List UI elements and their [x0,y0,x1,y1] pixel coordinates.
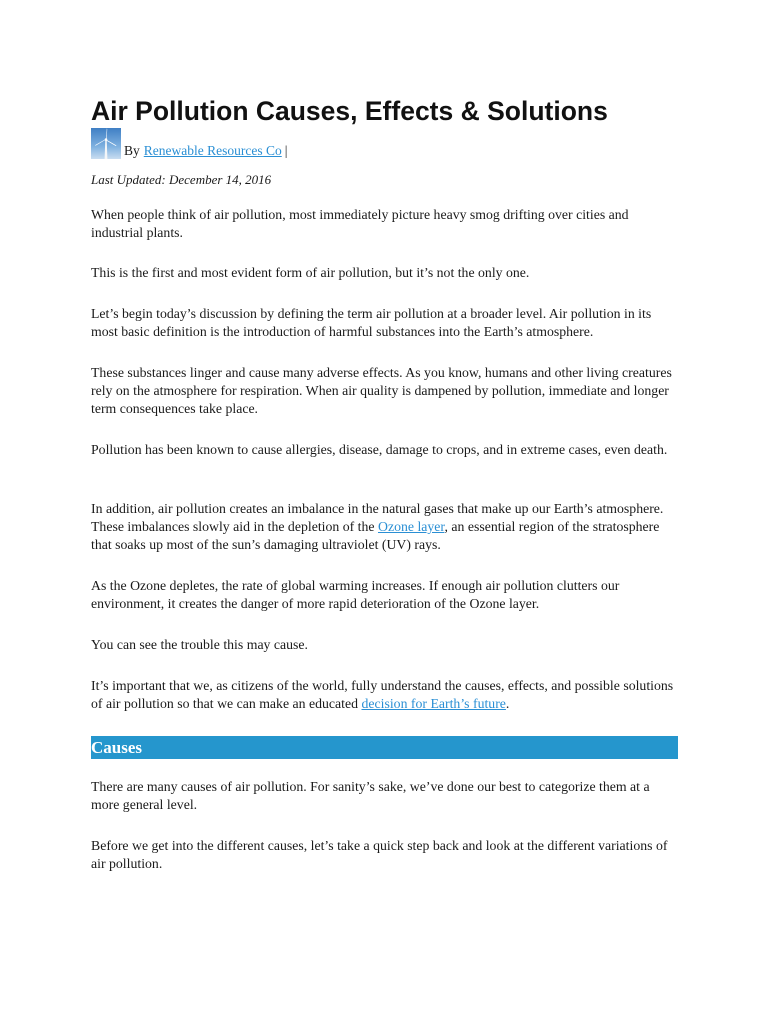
paragraph: Before we get into the different causes, let’s take a quick step back and look at the different variations of air pollution. [91,838,668,871]
paragraph [91,677,681,713]
paragraph: Pollution has been known to cause allergies, disease, damage to crops, and in extreme cases, even death. [91,442,668,457]
last-updated-date: Last Updated: December 14, 2016 [91,172,272,187]
paragraph-text: In addition, air pollution creates an imbalance in the natural gases that make up our Earth’s atmosphere. These imbalances slowly aid in the depletion of the [91,501,664,534]
wind-turbine-icon [91,128,121,159]
paragraph-text: , an essential region of the stratosphere that soaks up most of the sun’s damaging ultraviolet (UV) rays. [91,519,660,552]
paragraph: When people think of air pollution, most immediately picture heavy smog drifting over cities and industrial plants. [91,207,629,240]
paragraph [91,500,681,554]
byline [91,127,287,159]
paragraph-text: It’s important that we, as citizens of the world, fully understand the causes, effects, and possible solutions of air pollution so that we can make an educated [91,678,674,711]
byline-prefix: By [124,143,140,158]
article-title: Air Pollution Causes, Effects & Solutions [91,96,608,126]
ozone-layer-link[interactable]: Ozone layer [377,519,445,534]
paragraph: Let’s begin today’s discussion by defining the term air pollution at a broader level. Air pollution in its most basic definition is the introduction of harmful substances into the Earth’s atmosphere. [91,306,652,339]
paragraph-text: . [505,696,510,711]
paragraph: As the Ozone depletes, the rate of global warming increases. If enough air pollution clutters our environment, it creates the danger of more rapid deterioration of the Ozone layer. [91,578,620,611]
byline-separator: | [284,143,288,158]
paragraph: There are many causes of air pollution. For sanity’s sake, we’ve done our best to categorize them at a more general level. [91,779,650,812]
paragraph: This is the first and most evident form of air pollution, but it’s not the only one. [91,265,530,280]
earth-future-link[interactable]: decision for Earth’s future [361,696,506,711]
causes-heading: Causes [91,736,678,759]
paragraph: These substances linger and cause many adverse effects. As you know, humans and other living creatures rely on the atmosphere for respiration. When air quality is dampened by pollution, immediate and longer term consequences take place. [91,365,672,416]
author-link[interactable]: Renewable Resources Co [143,143,282,158]
paragraph: You can see the trouble this may cause. [91,637,308,652]
